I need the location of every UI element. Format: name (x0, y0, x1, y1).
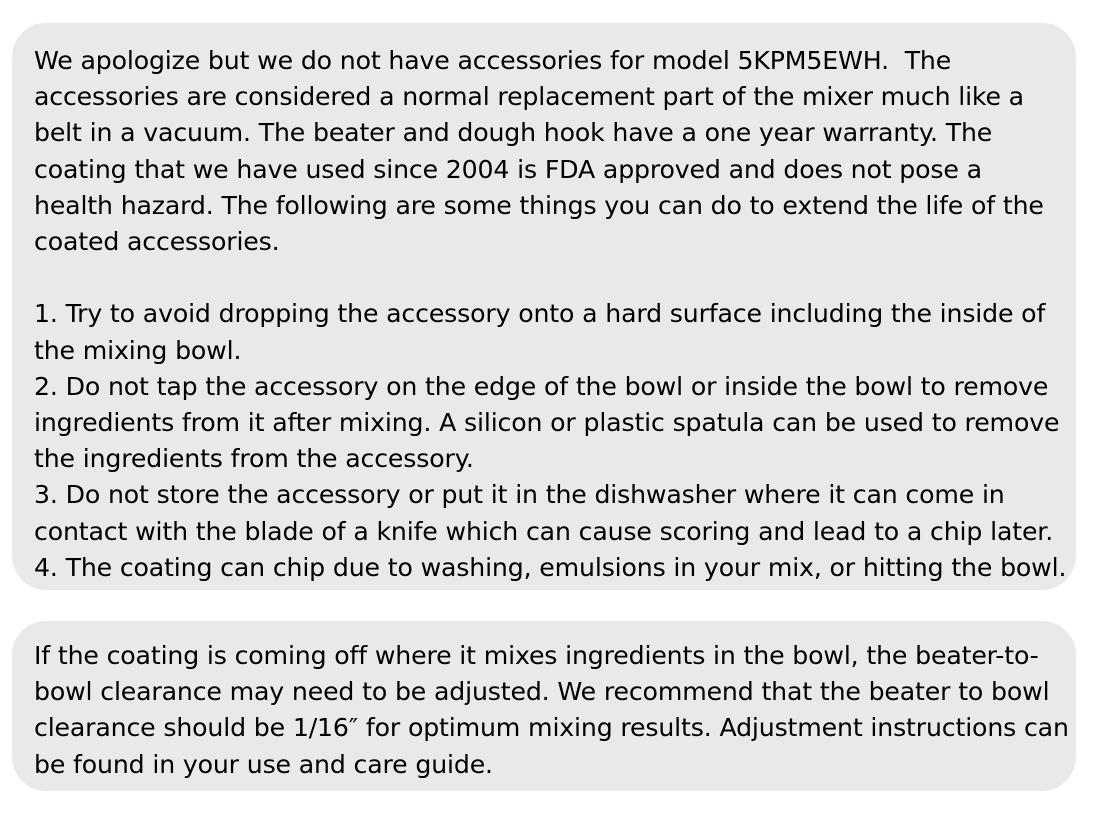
message-line: the ingredients from the accessory. (34, 444, 474, 474)
message-line: clearance should be 1/16″ for optimum mixing results. Adjustment instructions can (34, 713, 1069, 743)
message-line: We apologize but we do not have accessories for model 5KPM5EWH. The (34, 46, 952, 75)
message-line: 1. Try to avoid dropping the accessory onto a hard surface including the inside of (34, 299, 1046, 329)
message-line: coating that we have used since 2004 is FDA approved and does not pose a (34, 154, 982, 184)
message-paragraph (34, 43, 1054, 260)
message-bubble-1 (12, 23, 1076, 590)
message-line: accessories are considered a normal replacement part of the mixer much like a (34, 82, 1024, 112)
message-line: ingredients from it after mixing. A silicon or plastic spatula can be used to remove (34, 408, 1060, 438)
message-line: bowl clearance may need to be adjusted. We recommend that the beater to bowl (34, 677, 1050, 707)
message-line: be found in your use and care guide. (34, 749, 493, 779)
message-line: 4. The coating can chip due to washing, emulsions in your mix, or hitting the bowl. (34, 552, 1067, 582)
message-line: coated accessories. (34, 227, 280, 257)
message-paragraph (34, 296, 1067, 586)
message-line: If the coating is coming off where it mixes ingredients in the bowl, the beater-to- (34, 641, 1039, 670)
paragraph-spacer (34, 260, 1054, 296)
message-line: contact with the blade of a knife which can cause scoring and lead to a chip later. (34, 516, 1054, 546)
message-bubble-2 (12, 621, 1076, 791)
message-line: the mixing bowl. (34, 335, 242, 365)
message-line: 2. Do not tap the accessory on the edge of the bowl or inside the bowl to remove (34, 371, 1049, 401)
message-paragraph (34, 638, 1069, 783)
message-line: health hazard. The following are some things you can do to extend the life of the (34, 190, 1044, 220)
message-line: 3. Do not store the accessory or put it in the dishwasher where it can come in (34, 480, 1005, 510)
message-line: belt in a vacuum. The beater and dough hook have a one year warranty. The (34, 118, 993, 148)
